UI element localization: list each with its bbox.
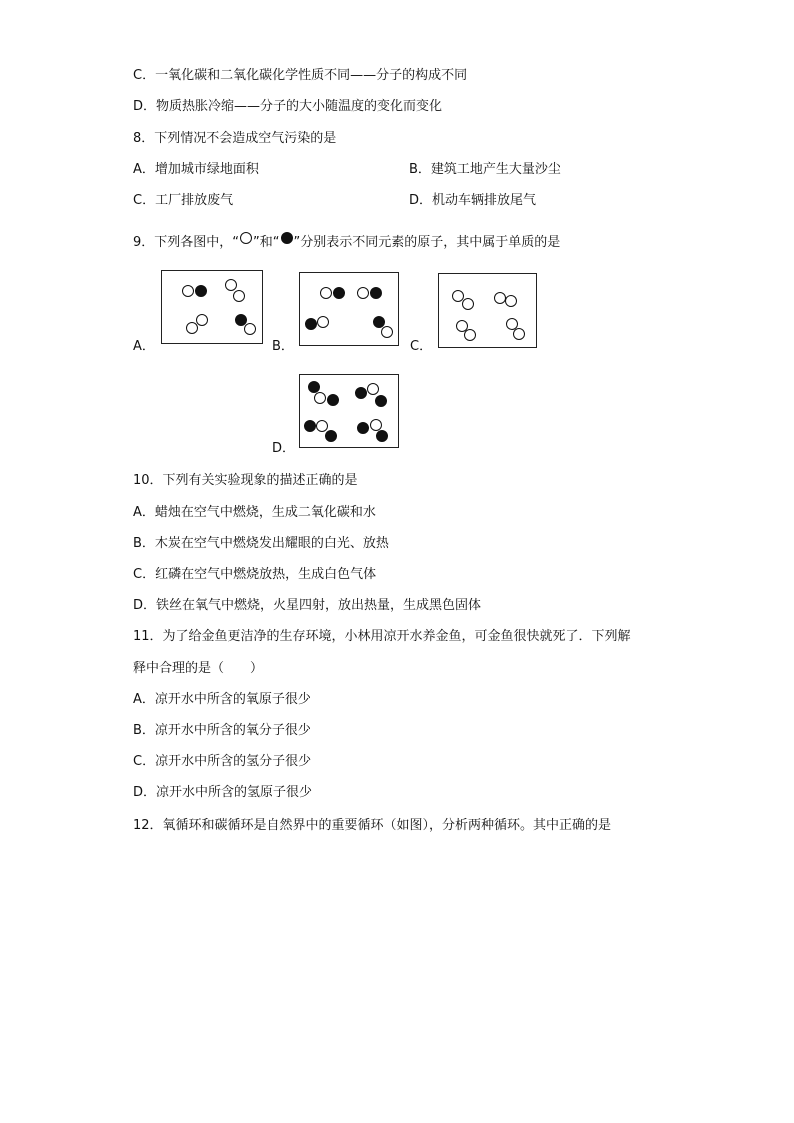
white-atom xyxy=(320,287,332,299)
black-atom xyxy=(327,394,339,406)
black-atom xyxy=(376,430,388,442)
q9-stem-prefix: 9．下列各图中，“ xyxy=(133,235,240,250)
q9-diagram-c xyxy=(438,273,537,348)
white-atom xyxy=(182,285,194,297)
q8-stem: 8．下列情况不会造成空气污染的是 xyxy=(133,131,337,146)
white-atom xyxy=(196,314,208,326)
q10-option-a: A．蜡烛在空气中燃烧，生成二氧化碳和水 xyxy=(133,505,376,520)
white-atom xyxy=(317,316,329,328)
white-atom xyxy=(186,322,198,334)
q12-stem: 12．氧循环和碳循环是自然界中的重要循环（如图），分析两种循环。其中正确的是 xyxy=(133,818,612,833)
white-atom-icon xyxy=(240,232,252,244)
black-atom xyxy=(370,287,382,299)
black-atom xyxy=(305,318,317,330)
white-atom xyxy=(225,279,237,291)
white-atom xyxy=(505,295,517,307)
black-atom xyxy=(304,420,316,432)
q9-diagram-b xyxy=(299,272,399,346)
black-atom xyxy=(357,422,369,434)
white-atom xyxy=(462,298,474,310)
black-atom xyxy=(375,395,387,407)
q8-option-a: A．增加城市绿地面积 xyxy=(133,162,259,177)
q8-option-d: D．机动车辆排放尾气 xyxy=(409,193,537,208)
black-atom xyxy=(195,285,207,297)
black-atom xyxy=(355,387,367,399)
q9-stem-suffix: ”分别表示不同元素的原子，其中属于单质的是 xyxy=(293,235,561,250)
black-atom xyxy=(333,287,345,299)
q11-stem-line2: 释中合理的是（ ） xyxy=(133,661,264,676)
white-atom xyxy=(316,420,328,432)
q10-stem: 10．下列有关实验现象的描述正确的是 xyxy=(133,473,358,488)
q9-label-c: C． xyxy=(410,339,433,354)
q10-option-d: D．铁丝在氧气中燃烧，火星四射，放出热量，生成黑色固体 xyxy=(133,598,482,613)
q8-option-c: C．工厂排放废气 xyxy=(133,193,234,208)
q11-option-c: C．凉开水中所含的氢分子很少 xyxy=(133,754,312,769)
q11-option-d: D．凉开水中所含的氢原子很少 xyxy=(133,785,313,800)
white-atom xyxy=(244,323,256,335)
q9-stem-mid: ”和“ xyxy=(253,235,280,250)
black-atom xyxy=(325,430,337,442)
q11-option-a: A．凉开水中所含的氧原子很少 xyxy=(133,692,311,707)
q9-label-b: B． xyxy=(272,339,294,354)
white-atom xyxy=(464,329,476,341)
q7-option-d: D．物质热胀冷缩——分子的大小随温度的变化而变化 xyxy=(133,99,443,114)
q11-option-b: B．凉开水中所含的氧分子很少 xyxy=(133,723,311,738)
q10-option-b: B．木炭在空气中燃烧发出耀眼的白光、放热 xyxy=(133,536,389,551)
q11-stem-line1: 11．为了给金鱼更洁净的生存环境，小林用凉开水养金鱼，可金鱼很快就死了．下列解 xyxy=(133,629,631,644)
white-atom xyxy=(357,287,369,299)
black-atom-icon xyxy=(281,232,293,244)
q9-diagram-a xyxy=(161,270,263,344)
q10-option-c: C．红磷在空气中燃烧放热，生成白色气体 xyxy=(133,567,377,582)
q9-diagram-d xyxy=(299,374,399,448)
q9-label-d: D． xyxy=(272,441,296,456)
white-atom xyxy=(513,328,525,340)
q9-stem xyxy=(133,232,560,252)
q8-option-b: B．建筑工地产生大量沙尘 xyxy=(409,162,561,177)
white-atom xyxy=(314,392,326,404)
white-atom xyxy=(381,326,393,338)
white-atom xyxy=(233,290,245,302)
q9-label-a: A． xyxy=(133,339,155,354)
white-atom xyxy=(367,383,379,395)
q7-option-c: C．一氧化碳和二氧化碳化学性质不同——分子的构成不同 xyxy=(133,68,468,83)
